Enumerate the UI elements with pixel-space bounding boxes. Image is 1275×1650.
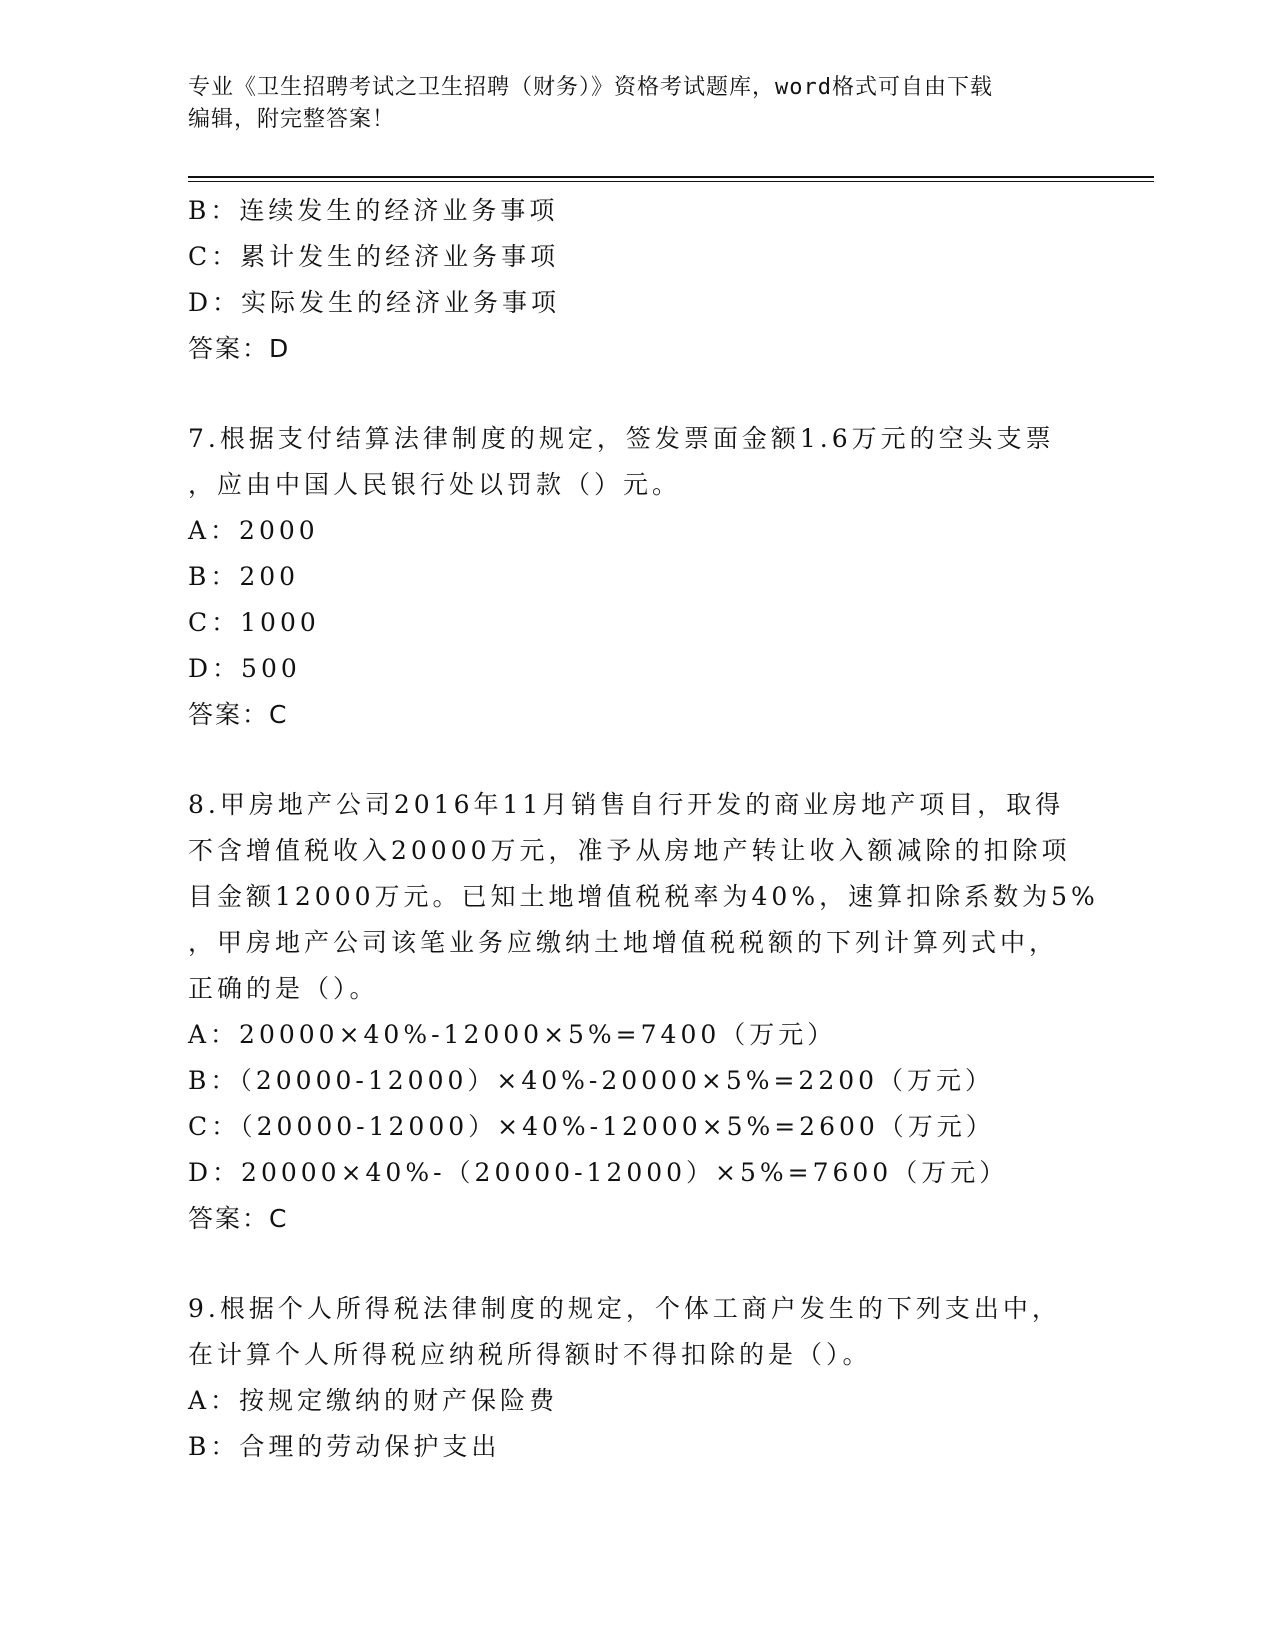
question-6-option-c: C：累计发生的经济业务事项: [188, 242, 560, 271]
question-7-option-d: D：500: [188, 654, 301, 683]
question-9: [188, 1286, 1088, 1470]
question-8-text-line-4: ，甲房地产公司该笔业务应缴纳土地增值税税额的下列计算列式中，: [188, 928, 1059, 957]
question-7: [188, 416, 1088, 738]
header-line-2: 编辑，附完整答案！: [188, 107, 396, 132]
question-6-option-d: D：实际发生的经济业务事项: [188, 288, 561, 317]
question-8-text-line-5: 正确的是（）。: [188, 974, 379, 1003]
question-6-option-b: B：连续发生的经济业务事项: [188, 196, 559, 225]
question-6-continued: [188, 188, 1088, 372]
question-7-answer: 答案：C: [188, 700, 289, 729]
question-8-text-line-3: 目金额12000万元。已知土地增值税税率为40%，速算扣除系数为5%: [188, 882, 1099, 911]
question-7-option-c: C：1000: [188, 608, 320, 637]
question-8-text-line-2: 不含增值税收入20000万元，准予从房地产转让收入额减除的扣除项: [188, 836, 1071, 865]
header-divider-thin: [188, 181, 1154, 182]
question-7-text-line-2: ，应由中国人民银行处以罚款（）元。: [188, 470, 682, 499]
question-7-option-b: B：200: [188, 562, 300, 591]
question-6-answer: 答案：D: [188, 334, 291, 363]
header-divider-thick: [188, 176, 1154, 178]
spacer: [188, 372, 1088, 416]
question-9-text-line-2: 在计算个人所得税应纳税所得额时不得扣除的是（）。: [188, 1340, 872, 1369]
question-9-option-b: B：合理的劳动保护支出: [188, 1432, 501, 1461]
question-8-text-line-1: 8.甲房地产公司2016年11月销售自行开发的商业房地产项目，取得: [188, 790, 1065, 819]
question-8-option-d: D：20000×40%-（20000-12000）×5%=7600（万元）: [188, 1158, 1009, 1187]
question-9-text-line-1: 9.根据个人所得税法律制度的规定，个体工商户发生的下列支出中，: [188, 1294, 1061, 1323]
document-header: [188, 72, 1088, 136]
question-8-answer: 答案：C: [188, 1204, 289, 1233]
question-8-option-b: B：（20000-12000）×40%-20000×5%=2200（万元）: [188, 1066, 995, 1095]
question-7-text-line-1: 7.根据支付结算法律制度的规定，签发票面金额1.6万元的空头支票: [188, 424, 1055, 453]
question-8-option-a: A：20000×40%-12000×5%=7400（万元）: [188, 1020, 837, 1049]
spacer: [188, 1242, 1088, 1286]
question-9-option-a: A：按规定缴纳的财产保险费: [188, 1386, 559, 1415]
question-8: [188, 782, 1099, 1242]
question-8-option-c: C：（20000-12000）×40%-12000×5%=2600（万元）: [188, 1112, 995, 1141]
question-7-option-a: A：2000: [188, 516, 319, 545]
header-line-1: 专业《卫生招聘考试之卫生招聘（财务）》资格考试题库，word格式可自由下载: [188, 75, 993, 100]
question-content: [188, 188, 1099, 1470]
spacer: [188, 738, 1088, 782]
